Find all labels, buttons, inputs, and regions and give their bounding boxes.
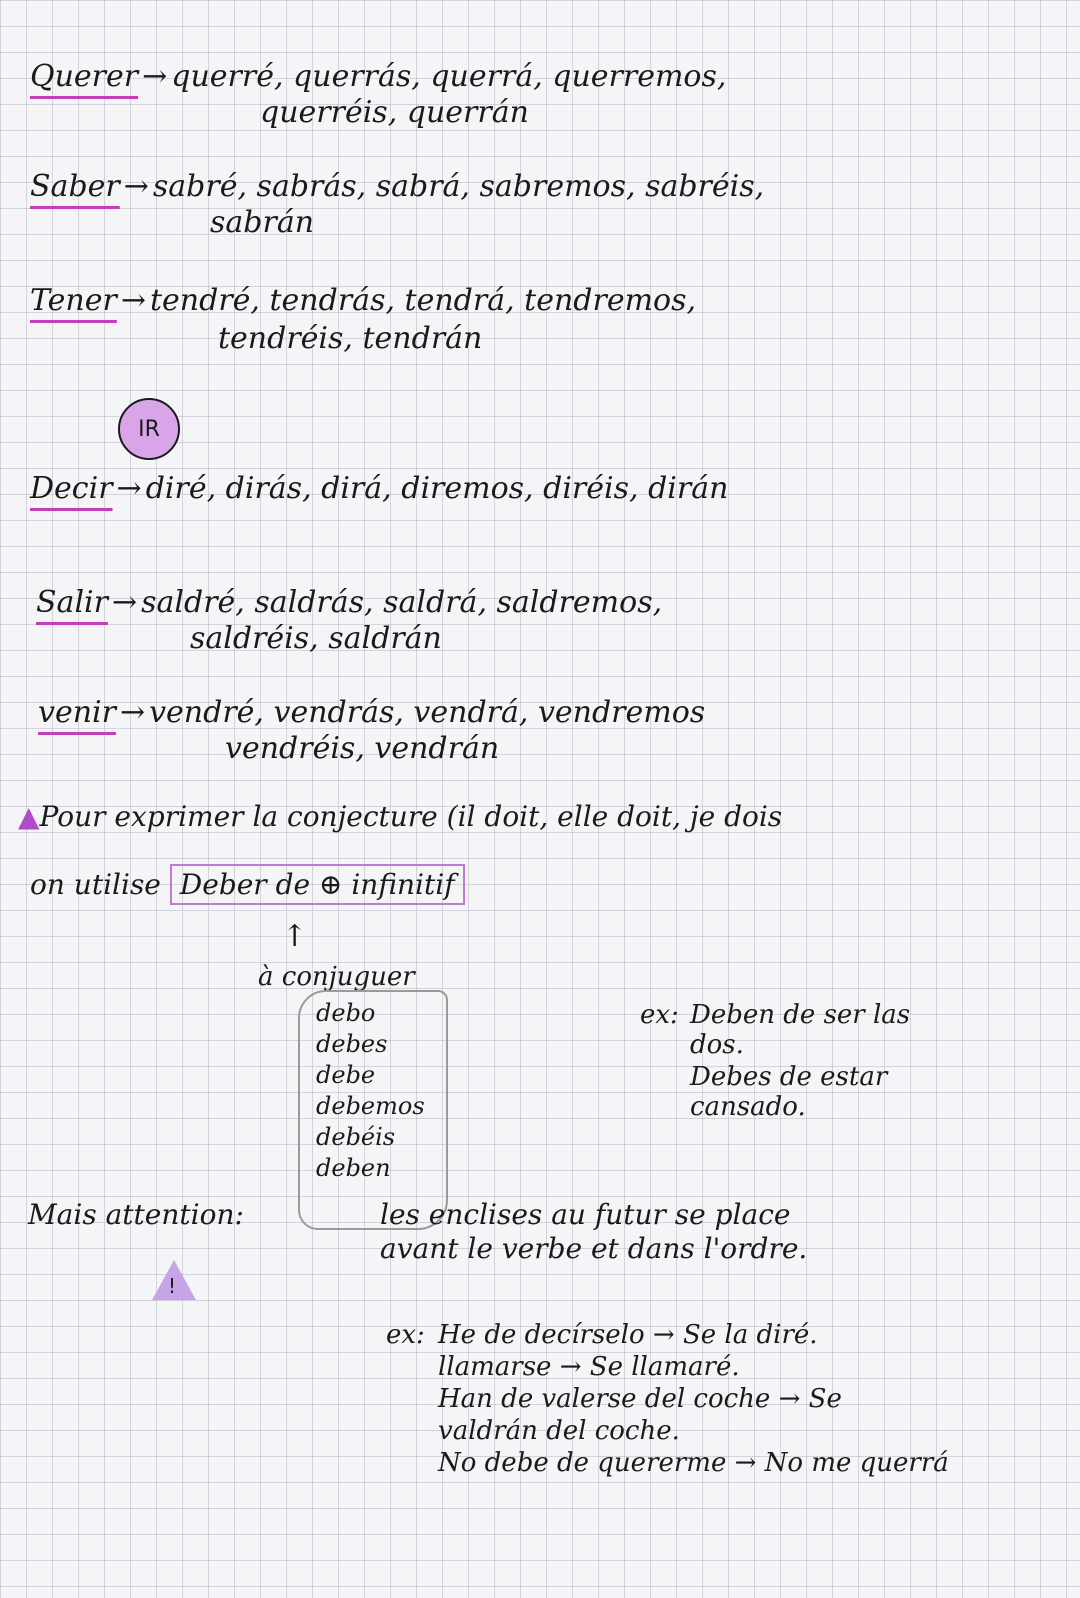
list-item: debemos xyxy=(316,1092,425,1120)
verb-row-saber xyxy=(30,170,764,204)
arrow-icon: → xyxy=(142,59,168,94)
arrow-icon: → xyxy=(119,695,146,730)
example-line: He de decírselo → Se la diré. xyxy=(438,1320,818,1350)
attention-intro: Mais attention: xyxy=(28,1198,244,1231)
formula-box: Deber de ⊕ infinitif xyxy=(170,864,465,905)
conjugate-note: à conjuguer xyxy=(258,962,415,992)
list-item: debo xyxy=(316,999,376,1027)
verb-label: venir xyxy=(38,695,116,730)
list-item: debe xyxy=(316,1061,376,1089)
conjugation-line: querréis, querrán xyxy=(260,95,529,130)
example-line: dos. xyxy=(690,1030,744,1060)
arrow-up-icon: ↑ xyxy=(282,919,308,954)
verb-label: Tener xyxy=(30,283,117,318)
conjugation-line: tendré, tendrás, tendrá, tendremos, xyxy=(150,283,697,318)
verb-label: Salir xyxy=(36,585,108,620)
use-prefix: on utilise xyxy=(30,868,161,901)
verb-row-venir xyxy=(38,696,705,730)
conjugation-line: querré, querrás, querrá, querremos, xyxy=(171,59,727,94)
conjugation-line: tendréis, tendrán xyxy=(218,321,483,356)
conjugation-line: vendré, vendrás, vendrá, vendremos xyxy=(149,695,706,730)
arrow-icon: → xyxy=(116,471,142,506)
conjugation-line: diré, dirás, dirá, diremos, diréis, dirán xyxy=(145,471,729,506)
conjugation-line: saldré, saldrás, saldrá, saldremos, xyxy=(141,585,663,620)
example-line: Debes de estar xyxy=(690,1062,888,1092)
example-line: No debe de quererme → No me querrá xyxy=(438,1448,949,1478)
verb-label: Querer xyxy=(30,59,139,94)
example-line: Han de valerse del coche → Se xyxy=(438,1384,842,1414)
conjugation-line: saldréis, saldrán xyxy=(190,621,442,656)
enclitics-rule-line: avant le verbe et dans l'ordre. xyxy=(380,1232,808,1265)
verb-label: Decir xyxy=(30,471,113,506)
example-line: cansado. xyxy=(690,1092,806,1122)
example-label: ex: xyxy=(386,1320,425,1350)
conjecture-intro xyxy=(18,800,782,834)
example-line: Deben de ser las xyxy=(690,1000,911,1030)
verb-label: Saber xyxy=(30,169,120,204)
list-item: debéis xyxy=(316,1123,396,1151)
arrow-icon: → xyxy=(123,169,149,204)
verb-row-tener xyxy=(30,284,696,318)
list-item: deben xyxy=(316,1154,391,1182)
deber-conjugation-list xyxy=(298,990,448,1230)
example-label: ex: xyxy=(640,1000,679,1030)
list-item: debes xyxy=(316,1030,388,1058)
conjugation-line: sabré, sabrás, sabrá, sabremos, sabréis, xyxy=(152,169,765,204)
verb-row-decir xyxy=(30,472,728,506)
verb-row-querer xyxy=(30,60,726,94)
arrow-icon: → xyxy=(120,283,146,318)
verb-row-salir xyxy=(36,586,662,620)
enclitics-rule-line: les enclises au futur se place xyxy=(380,1198,791,1231)
conjugation-line: sabrán xyxy=(210,205,315,240)
conjecture-intro-text: Pour exprimer la conjecture (il doit, elle doit, je dois xyxy=(39,800,783,833)
ir-badge: IR xyxy=(118,398,180,460)
arrow-icon: → xyxy=(111,585,138,620)
exclamation-icon: ! xyxy=(168,1274,177,1298)
example-line: valdrán del coche. xyxy=(438,1416,680,1446)
conjugation-line: vendréis, vendrán xyxy=(225,731,500,766)
conjecture-rule xyxy=(30,868,465,902)
warning-icon: ▲ xyxy=(18,800,40,833)
example-line: llamarse → Se llamaré. xyxy=(438,1352,740,1382)
